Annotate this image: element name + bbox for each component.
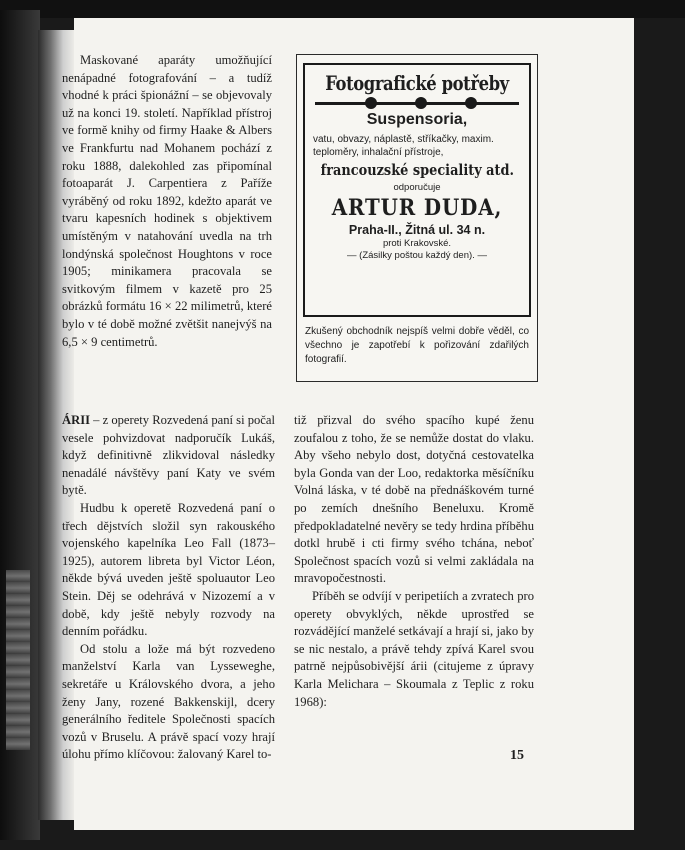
- intro-paragraph: Maskované aparáty umožňující nenápadné fotografování – a tudíž vhodné k práci špionážní – se objevovaly už na konci 19. století. Například přístroj ve formě knihy od firmy Haake & Albers ve Frankfurtu nad Mohanem pochází z roku 1888, dalekohled zas připomínal fotoaparát J. Carpentiera z Paříže vyráběný od roku 1892, kdežto aparát ve tvaru kapesních hodinek s objektivem umístěným v natahování uvedla na trh londýnská společnost Houghtons v roce 1905; minikamera pracovala se svitkovým filmem v kazetě pro 25 obrázků formátu 16 × 22 milimetrů, které bylo v té době možné zvětšit nanejvýš na 6,5 × 9 centimetrů.: [62, 53, 272, 349]
- ad-recommend: odporučuje: [393, 182, 441, 193]
- advertisement-figure: [296, 54, 538, 382]
- ad-subtitle: Suspensoria,: [366, 111, 468, 128]
- ad-shipping: — (Zásilky poštou každý den). —: [347, 250, 487, 261]
- advertisement-box: [303, 63, 531, 317]
- ad-ornament: [315, 97, 519, 109]
- top-left-column: [62, 52, 272, 351]
- adjacent-page-edge: [0, 10, 40, 840]
- paragraph-continuation: tiž přizval do svého spacího kupé ženu zoufalou z toho, že se nemůže dostat do vlaku. Aby všeho nebylo dost, dotyčná cestovatelka byla Gonda van der Loo, redaktorka měsíčníku Volná láska, v té době na přednáškovém turné po zemích dnešního Beneluxu. Kromě předpokladatelné nevěry se tedy hrdina příběhu dotkl hrubě i cti firmy svého tchána, neboť Společnost spacích vozů si velmi zakládala na mravopočestnosti.: [294, 413, 534, 586]
- ad-address: Praha-II., Žitná ul. 34 n.: [348, 223, 486, 237]
- page-number: 15: [510, 748, 524, 763]
- paragraph-arii-text: – z operety Rozvedená paní si počal vesele pohvizdovat nadporučík Lukáš, když definitivně zlikvidoval následky nenadálé návštěvy paní Katy ve svém bytě.: [62, 413, 275, 498]
- ad-caption: Zkušený obchodník nejspíš velmi dobře věděl, co všechno je zapotřebí k pořizování zdařilých fotografií.: [305, 326, 529, 365]
- ad-items: vatu, obvazy, náplastě, stříkačky, maxim. teploměry, inhalační přístroje,: [313, 134, 494, 158]
- right-column: [294, 412, 534, 711]
- keyword-arii: ÁRII: [62, 413, 90, 427]
- scan-top-border: [0, 0, 685, 18]
- ad-title: Fotografické potřeby: [325, 71, 509, 95]
- paragraph-hudba: Hudbu k operetě Rozvedená paní o třech dějstvích složil syn rakouského vojenského kapelníka Leo Fall (1873–1925), autorem libreta byl Victor Léon, někde bývá uveden ještě spoluautor Leo Stein. Děj se odehrává v Nizozemí a v době, kdy ještě nebyly rozvody na denním pořádku.: [62, 500, 275, 639]
- paragraph-od-stolu: Od stolu a lože má být rozvedeno manželství Karla van Lysseweghe, sekretáře u Královského dvora, a jeho ženy Jany, rozené Bakkenskijl, dcery generálního ředitele Společnosti spacích vozů v Bruselu. A právě spací vozy hrají úlohu přímo klíčovou: žalovaný Karel to-: [62, 641, 275, 762]
- paragraph-arii: [62, 412, 275, 500]
- ad-specialty: francouzské speciality atd.: [320, 161, 515, 179]
- paragraph-pribeh: Příběh se odvíjí v peripetiích a zvratech pro operety obvyklých, někde uprostřed se rozvádějící manželé setkávají a hrají si, jako by se nic nestalo, a právě tehdy zpívá Karel svou patrně nejpůsobivější árii (citujeme z úpravy Karla Melichara – Skoumala z Teplic z roku 1968):: [294, 588, 534, 709]
- left-column: [62, 412, 275, 764]
- ad-merchant-name: ARTUR DUDA,: [331, 195, 503, 221]
- ad-opposite: proti Krakovské.: [382, 238, 452, 249]
- adjacent-page-image: [6, 570, 30, 750]
